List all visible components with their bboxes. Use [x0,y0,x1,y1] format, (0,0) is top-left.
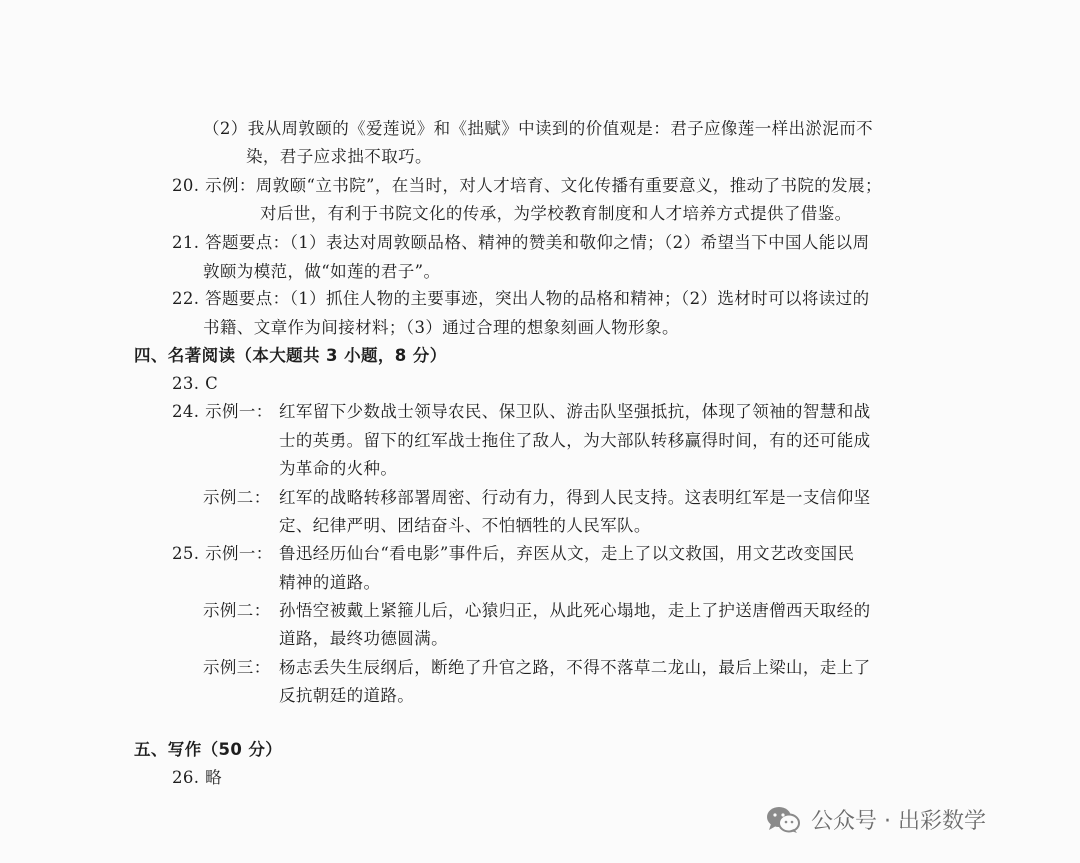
wechat-icon [765,805,801,835]
answer-21-line-2: 敦颐为模范，做“如莲的君子”。 [203,262,441,281]
answer-25-example-3-line-2: 反抗朝廷的道路。 [279,686,415,705]
answer-24-example-1-line-2: 士的英勇。留下的红军战士拖住了敌人，为大部队转移赢得时间，有的还可能成 [279,431,871,450]
answer-25-example-1-line-2: 精神的道路。 [279,573,381,592]
answer-26: 26. 略 [172,768,222,787]
answer-24-example-2-label: 示例二： [203,488,271,507]
answer-19-2-line-1: （2）我从周敦颐的《爱莲说》和《拙赋》中读到的价值观是：君子应像莲一样出淤泥而不 [203,119,873,138]
answer-24-example-1-label: 24. 示例一： [172,402,273,421]
answer-25-example-2-line-1: 孙悟空被戴上紧箍儿后，心猿归正，从此死心塌地，走上了护送唐僧西天取经的 [279,601,871,620]
watermark [765,804,986,835]
watermark-text: 公众号 · 出彩数学 [811,809,986,834]
answer-22-line-1: 22. 答题要点：（1）抓住人物的主要事迹，突出人物的品格和精神；（2）选材时可以将读过的 [172,289,870,308]
answer-24-example-1-line-1: 红军留下少数战士领导农民、保卫队、游击队坚强抵抗，体现了领袖的智慧和战 [279,402,871,421]
answer-25-example-2-label: 示例二： [203,601,271,620]
answer-25-example-2-line-2: 道路，最终功德圆满。 [279,629,448,648]
section-4-heading: 四、名著阅读（本大题共 3 小题，8 分） [134,346,447,365]
section-5-heading: 五、写作（50 分） [134,740,283,759]
answer-24-example-2-line-1: 红军的战略转移部署周密、行动有力，得到人民支持。这表明红军是一支信仰坚 [279,488,871,507]
answer-24-example-2-line-2: 定、纪律严明、团结奋斗、不怕牺牲的人民军队。 [279,516,651,535]
answer-22-line-2: 书籍、文章作为间接材料；（3）通过合理的想象刻画人物形象。 [203,318,679,337]
answer-23: 23. C [172,374,219,393]
answer-25-example-1-label: 25. 示例一： [172,544,273,563]
answer-25-example-3-label: 示例三： [203,658,271,677]
answer-20-line-1: 20. 示例：周敦颐“立书院”，在当时，对人才培育、文化传播有重要意义，推动了书院的发展； [172,176,882,195]
answer-20-line-2: 对后世，有利于书院文化的传承，为学校教育制度和人才培养方式提供了借鉴。 [260,204,852,223]
answer-21-line-1: 21. 答题要点：（1）表达对周敦颐品格、精神的赞美和敬仰之情；（2）希望当下中国人能以周 [172,233,870,252]
answer-19-2-line-2: 染，君子应求拙不取巧。 [246,147,432,166]
answer-25-example-1-line-1: 鲁迅经历仙台“看电影”事件后，弃医从文，走上了以文救国，用文艺改变国民 [279,544,855,563]
answer-24-example-1-line-3: 为革命的火种。 [279,459,398,478]
answer-25-example-3-line-1: 杨志丢失生辰纲后，断绝了升官之路，不得不落草二龙山，最后上梁山，走上了 [279,658,871,677]
